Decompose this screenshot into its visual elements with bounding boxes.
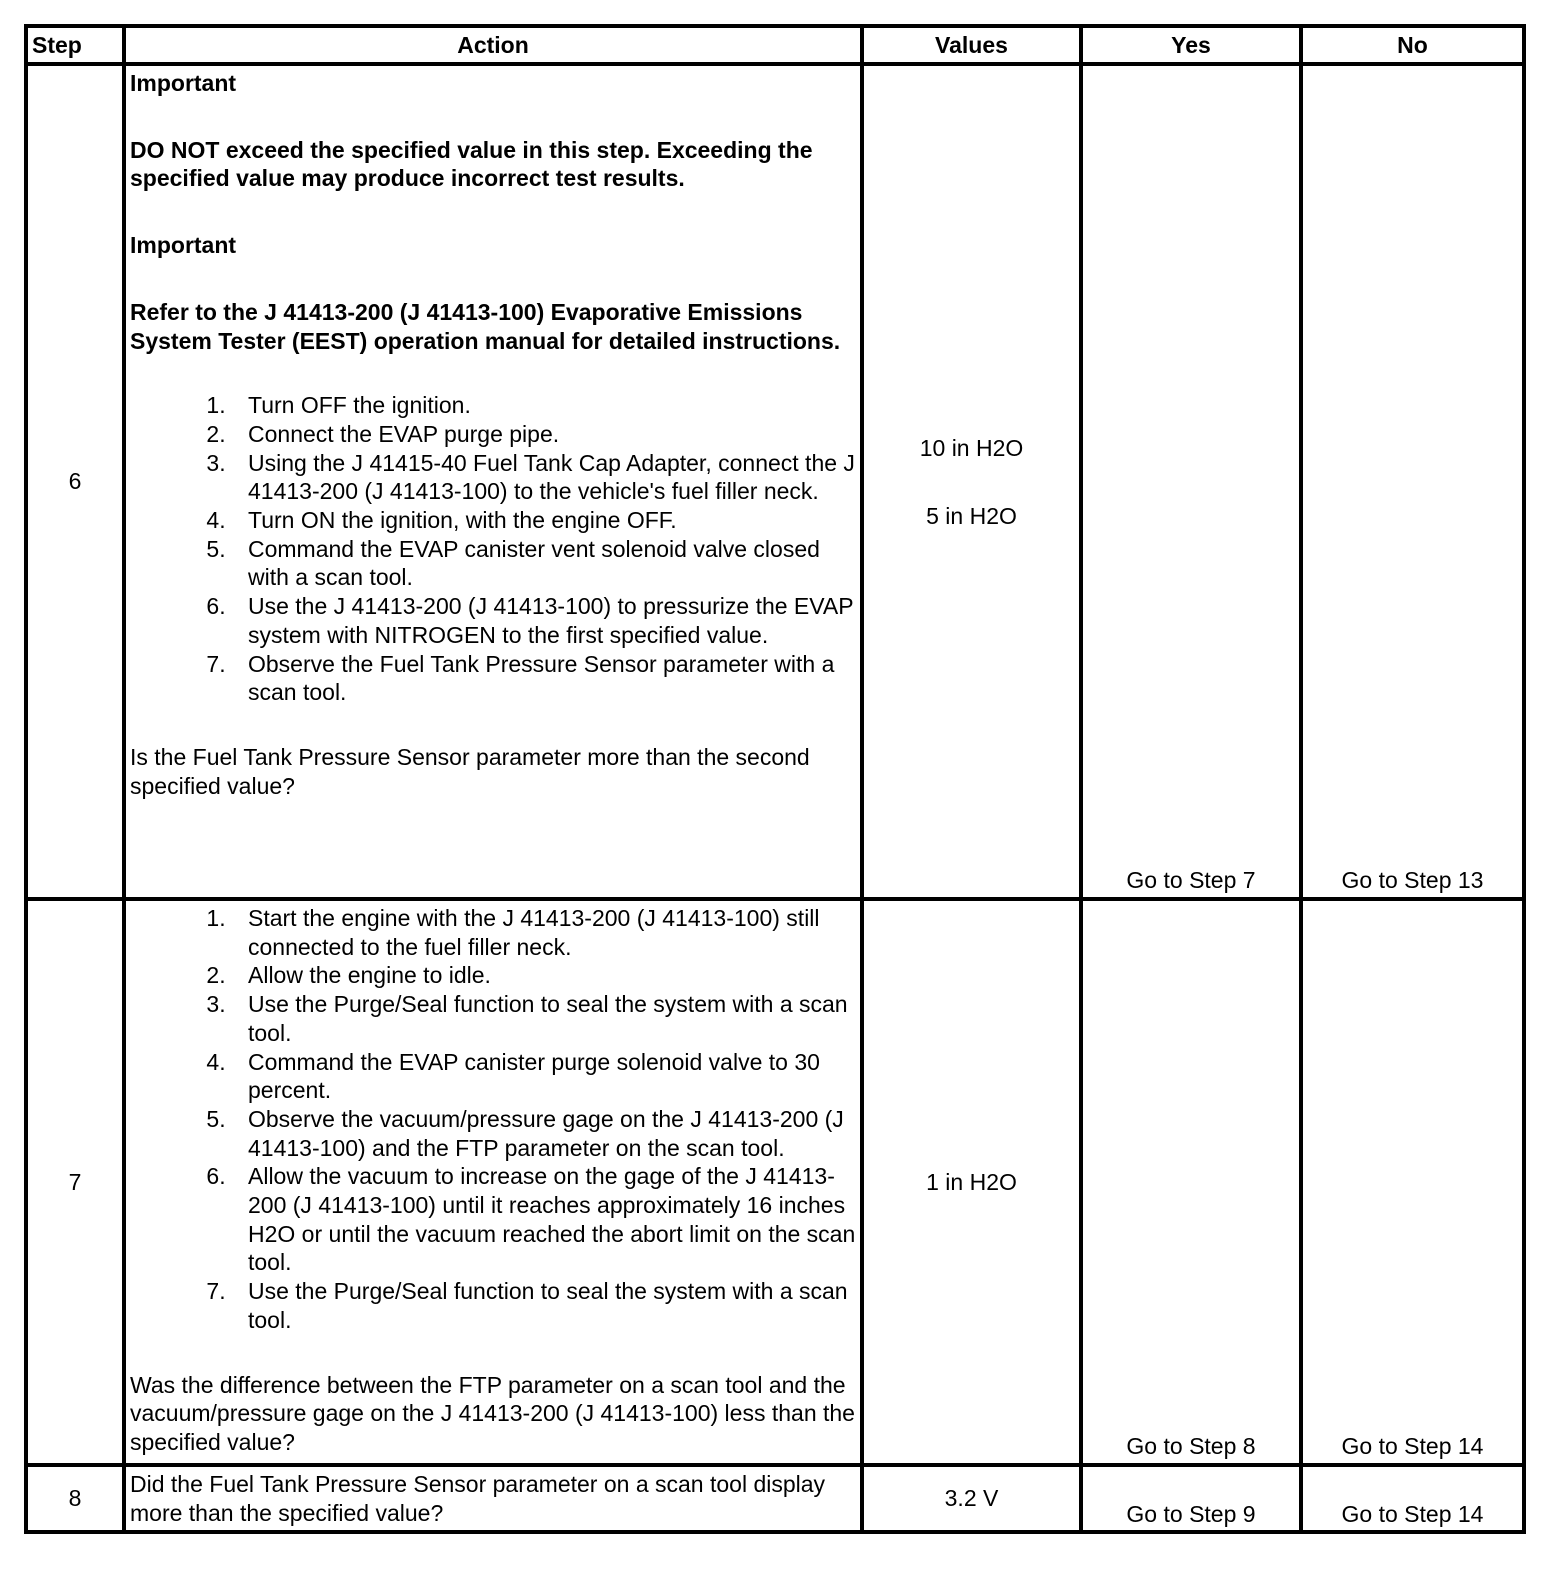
yes-cell: Go to Step 9 <box>1081 1465 1301 1532</box>
procedure-list <box>130 391 856 707</box>
important-text: Refer to the J 41413-200 (J 41413-100) Evaporative Emissions System Tester (EEST) operation manual for detailed instructions. <box>130 298 841 354</box>
value-text: 1 in H2O <box>926 1168 1017 1195</box>
no-cell: Go to Step 14 <box>1301 899 1524 1465</box>
table-header <box>26 26 1524 64</box>
header-values: Values <box>862 26 1081 64</box>
list-item: 1. Start the engine with the J 41413-200 (J 41413-100) still connected to the fuel filler neck. <box>232 904 856 961</box>
diagnostic-steps-table <box>24 24 1526 1534</box>
list-item: 6. Allow the vacuum to increase on the gage of the J 41413-200 (J 41413-100) until it reaches approximately 16 inches H2O or until the vacuum reached the abort limit on the scan tool. <box>232 1162 856 1277</box>
action-cell <box>124 899 862 1465</box>
yes-cell: Go to Step 8 <box>1081 899 1301 1465</box>
value-text: 5 in H2O <box>926 502 1017 529</box>
yes-cell: Go to Step 7 <box>1081 64 1301 899</box>
step-number: 7 <box>26 899 124 1465</box>
list-item: 6. Use the J 41413-200 (J 41413-100) to pressurize the EVAP system with NITROGEN to the first specified value. <box>232 592 856 649</box>
important-text: DO NOT exceed the specified value in this step. Exceeding the specified value may produce incorrect test results. <box>130 136 813 192</box>
value-text: 10 in H2O <box>919 434 1024 461</box>
header-action: Action <box>124 26 862 64</box>
procedure-list <box>130 904 856 1335</box>
table-row <box>26 899 1524 1465</box>
question-text: Is the Fuel Tank Pressure Sensor parameter more than the second specified value? <box>130 743 810 799</box>
important-label: Important <box>130 70 237 96</box>
diagnostic-table-container <box>24 24 1526 1534</box>
table-row <box>26 1465 1524 1532</box>
values-cell <box>862 64 1081 899</box>
header-step: Step <box>26 26 124 64</box>
list-item: 4. Command the EVAP canister purge solenoid valve to 30 percent. <box>232 1048 856 1105</box>
list-item: 2. Allow the engine to idle. <box>232 961 856 990</box>
header-yes: Yes <box>1081 26 1301 64</box>
list-item: 4. Turn ON the ignition, with the engine OFF. <box>232 506 856 535</box>
table-row <box>26 64 1524 899</box>
action-cell <box>124 1465 862 1532</box>
step-number: 8 <box>26 1465 124 1532</box>
list-item: 1. Turn OFF the ignition. <box>232 391 856 420</box>
header-row <box>26 26 1524 64</box>
important-label: Important <box>130 232 237 259</box>
list-item: 5. Observe the vacuum/pressure gage on the J 41413-200 (J 41413-100) and the FTP parameter on the scan tool. <box>232 1105 856 1162</box>
no-cell: Go to Step 13 <box>1301 64 1524 899</box>
step-number: 6 <box>26 64 124 899</box>
list-item: 5. Command the EVAP canister vent solenoid valve closed with a scan tool. <box>232 535 856 592</box>
question-text: Was the difference between the FTP parameter on a scan tool and the vacuum/pressure gage on the J 41413-200 (J 41413-100) less than the specified value? <box>130 1371 855 1455</box>
list-item: 3. Using the J 41415-40 Fuel Tank Cap Adapter, connect the J 41413-200 (J 41413-100) to the vehicle's fuel filler neck. <box>232 449 856 506</box>
value-text: 3.2 V <box>944 1485 999 1512</box>
values-cell <box>862 899 1081 1465</box>
list-item: 3. Use the Purge/Seal function to seal the system with a scan tool. <box>232 990 856 1047</box>
no-cell: Go to Step 14 <box>1301 1465 1524 1532</box>
values-cell <box>862 1465 1081 1532</box>
action-cell <box>124 64 862 899</box>
list-item: 7. Observe the Fuel Tank Pressure Sensor parameter with a scan tool. <box>232 650 856 707</box>
list-item: 2. Connect the EVAP purge pipe. <box>232 420 856 449</box>
list-item: 7. Use the Purge/Seal function to seal the system with a scan tool. <box>232 1277 856 1334</box>
header-no: No <box>1301 26 1524 64</box>
question-text: Did the Fuel Tank Pressure Sensor parameter on a scan tool display more than the specified value? <box>130 1471 826 1526</box>
